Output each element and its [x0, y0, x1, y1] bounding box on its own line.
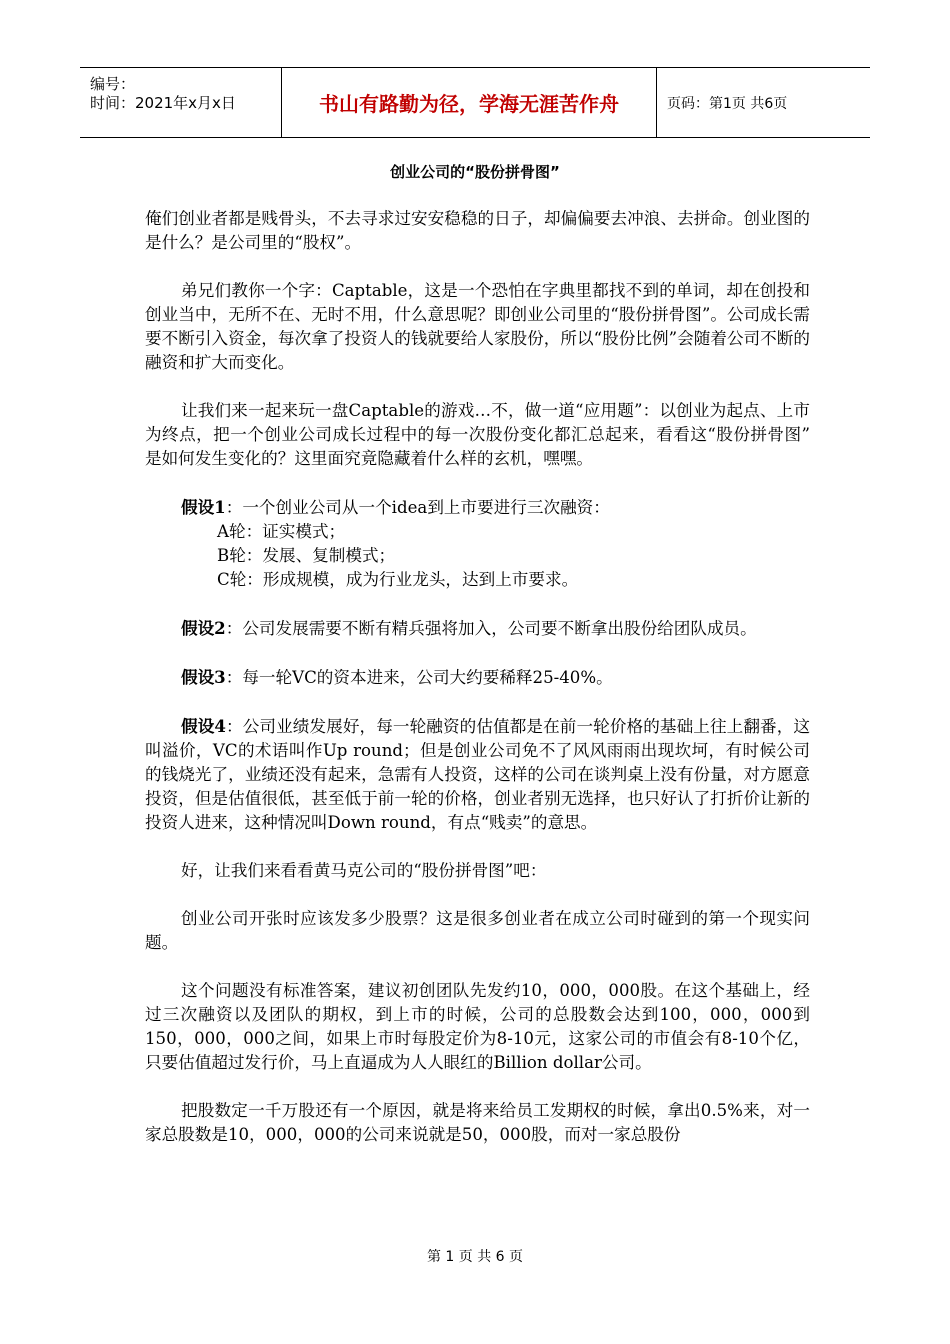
paragraph: 俺们创业者都是贱骨头，不去寻求过安安稳稳的日子，却偏偏要去冲浪、去拼命。创业图的是什么？是公司里的“股权”。: [145, 209, 810, 252]
list-item: A轮：证实模式；: [217, 522, 346, 541]
list-item: B轮：发展、复制模式；: [217, 546, 396, 565]
assumption-label: 假设3: [181, 667, 226, 687]
page-header: [80, 67, 870, 138]
assumption-4: [145, 714, 810, 835]
header-meta: [80, 68, 280, 137]
document-title: 创业公司的“股份拼骨图”: [390, 163, 560, 181]
page-info-text: 页码：第1页 共6页: [667, 95, 788, 112]
assumption-3: [145, 665, 810, 690]
paragraph: 创业公司开张时应该发多少股票？这是很多创业者在成立公司时碰到的第一个现实问题。: [145, 909, 810, 952]
assumption-1: [145, 495, 810, 520]
assumption-text: ：公司发展需要不断有精兵强将加入，公司要不断拿出股份给团队成员。: [225, 619, 757, 638]
assumption-2: [145, 616, 810, 641]
number-label: 编号：: [90, 75, 136, 93]
paragraph: 这个问题没有标准答案，建议初创团队先发约10，000，000股。在这个基础上，经过三次融资以及团队的期权，到上市的时候，公司的总股数会达到100，000，000到150，000，000之间，如果上市时每股定价为8-10元，这家公司的市值会有8-10个亿，只要估值超过发行价，马上直逼成为人人眼红的Billion dollar公司。: [145, 981, 810, 1072]
assumption-text: ：一个创业公司从一个idea到上市要进行三次融资：: [225, 498, 610, 517]
assumption-label: 假设2: [181, 618, 226, 638]
assumption-label: 假设4: [181, 716, 226, 736]
document-body: [145, 207, 810, 1171]
assumption-text: ：公司业绩发展好，每一轮融资的估值都是在前一轮价格的基础上往上翻番，这叫溢价，VC的术语叫作Up round；但是创业公司免不了风风雨雨出现坎坷，有时候公司的钱烧光了，业绩还没有起来，急需有人投资，这样的公司在谈判桌上没有份量，对方愿意投资，但是估值很低，甚至低于前一轮的价格，创业者别无选择，也只好认了打折价让新的投资人进来，这种情况叫Down round，有点“贱卖”的意思。: [145, 717, 810, 832]
header-page-info: [657, 68, 870, 137]
header-motto: 书山有路勤为径，学海无涯苦作舟: [281, 68, 657, 137]
page-footer: 第 1 页 共 6 页: [426, 1249, 524, 1265]
paragraph: 弟兄们教你一个字：Captable，这是一个恐怕在字典里都找不到的单词，却在创投和创业当中，无所不在、无时不用，什么意思呢？即创业公司里的“股份拼骨图”。公司成长需要不断引入资金，每次拿了投资人的钱就要给人家股份，所以“股份比例”会随着公司不断的融资和扩大而变化。: [145, 281, 810, 372]
assumption-text: ：每一轮VC的资本进来，公司大约要稀释25-40%。: [225, 668, 613, 687]
date-label: 时间：2021年x月x日: [90, 94, 236, 112]
assumption-label: 假设1: [181, 497, 226, 517]
paragraph: 把股数定一千万股还有一个原因，就是将来给员工发期权的时候，拿出0.5%来，对一家总股数是10，000，000的公司来说就是50，000股，而对一家总股份: [145, 1101, 810, 1144]
paragraph: 让我们来一起来玩一盘Captable的游戏…不，做一道“应用题”：以创业为起点、上市为终点，把一个创业公司成长过程中的每一次股份变化都汇总起来，看看这“股份拼骨图” 是如何发生变化的？这里面究竟隐藏着什么样的玄机，嘿嘿。: [145, 401, 810, 468]
list-item: C轮：形成规模，成为行业龙头，达到上市要求。: [217, 570, 579, 589]
paragraph: 好，让我们来看看黄马克公司的“股份拼骨图”吧：: [181, 861, 547, 880]
